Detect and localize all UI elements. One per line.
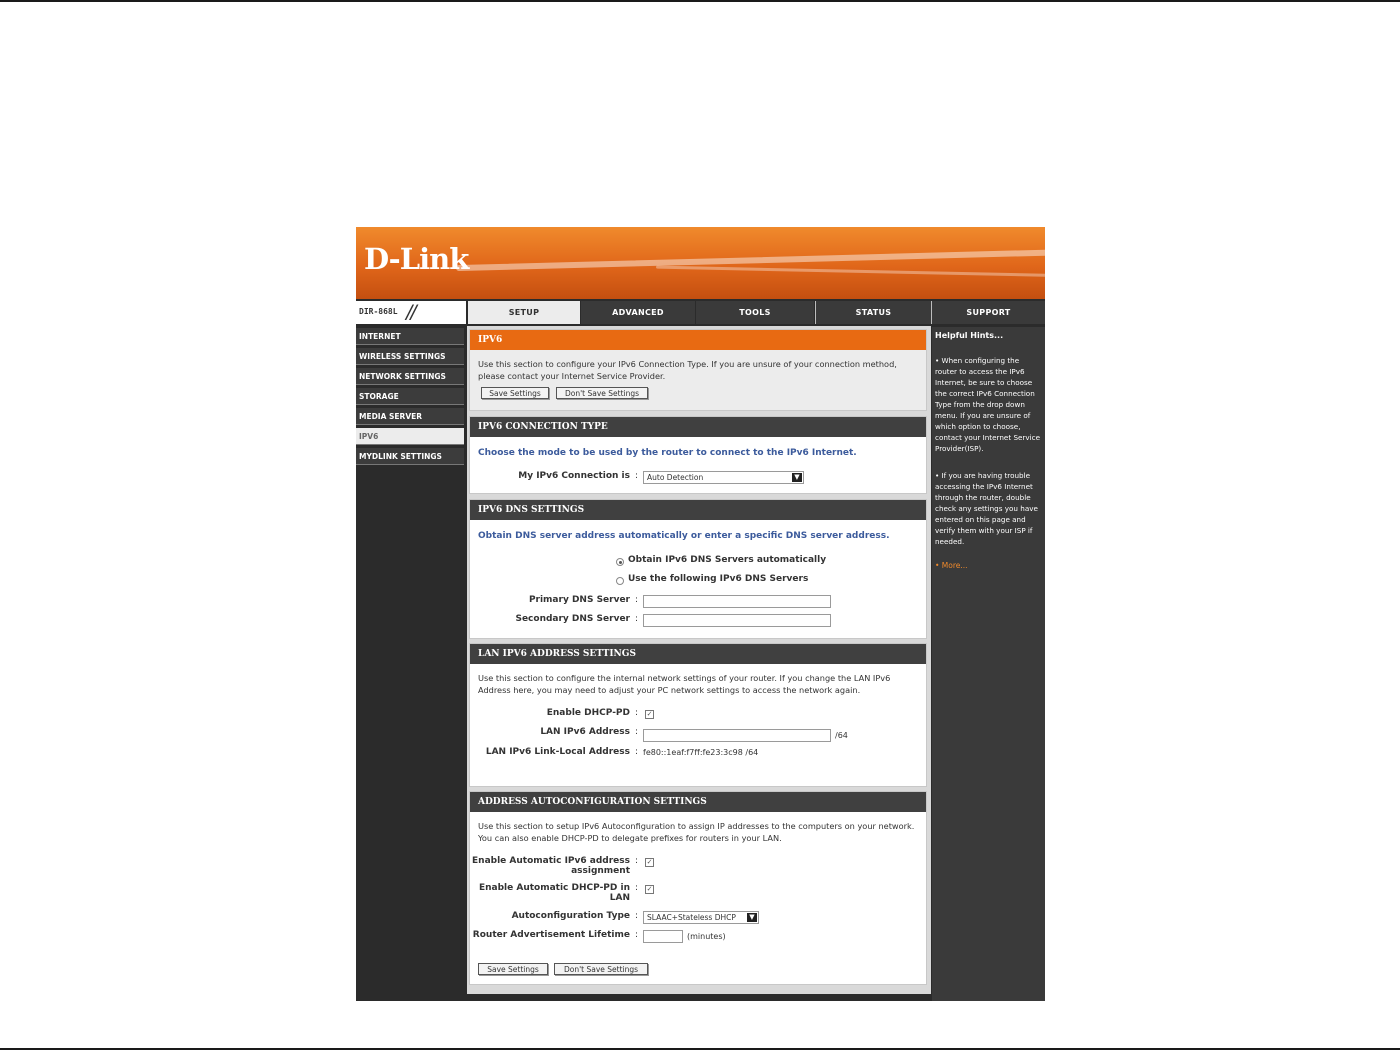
chevron-down-icon[interactable]: ▼ bbox=[792, 473, 802, 482]
connection-label: My IPv6 Connection is bbox=[518, 471, 630, 481]
auto-assign-label-line2: assignment bbox=[571, 866, 630, 876]
model-box bbox=[356, 301, 466, 324]
dns-settings-title: IPV6 DNS SETTINGS bbox=[470, 500, 926, 520]
lan-ipv6-description: Use this section to configure the internal network settings of your router. If you change the LAN IPv6 Address here, you may need to adjust your PC network settings to access the network again. bbox=[478, 673, 891, 695]
dns-auto-radio[interactable] bbox=[616, 558, 624, 566]
tab-tools[interactable]: TOOLS bbox=[696, 301, 814, 324]
ra-lifetime-colon: : bbox=[635, 930, 639, 940]
lan-ipv6-title: LAN IPV6 ADDRESS SETTINGS bbox=[470, 644, 926, 664]
primary-dns-input[interactable] bbox=[643, 595, 831, 608]
autoconfig-type-value: SLAAC+Stateless DHCP bbox=[647, 913, 736, 922]
footer-save-settings-button[interactable]: Save Settings bbox=[478, 963, 548, 975]
lan-address-label: LAN IPv6 Address bbox=[540, 727, 630, 737]
hint-troubleshoot: • If you are having trouble accessing the IPv6 Internet through the router, double check any settings you have entered on this page and verify them with your ISP if needed. bbox=[935, 471, 1038, 546]
auto-pd-checkbox[interactable]: ✓ bbox=[646, 885, 653, 893]
dns-manual-radio[interactable] bbox=[616, 577, 624, 585]
ipv6-description: Use this section to configure your IPv6 Connection Type. If you are unsure of your connection method, please contact your Internet Service Provider. bbox=[478, 359, 897, 381]
sidebar-item-network-settings[interactable]: NETWORK SETTINGS bbox=[356, 368, 464, 385]
dns-settings-section bbox=[469, 499, 927, 639]
secondary-dns-colon: : bbox=[635, 614, 639, 624]
primary-dns-colon: : bbox=[635, 595, 639, 605]
top-rule bbox=[0, 0, 1400, 2]
auto-pd-label-line2: LAN bbox=[609, 893, 630, 903]
sidebar-item-media-server[interactable]: MEDIA SERVER bbox=[356, 408, 464, 425]
save-settings-button[interactable]: Save Settings bbox=[481, 387, 549, 399]
sidebar-item-mydlink-settings[interactable]: MYDLINK SETTINGS bbox=[356, 448, 464, 465]
autoconfig-type-label: Autoconfiguration Type bbox=[511, 911, 630, 921]
model-slashes: // bbox=[406, 301, 415, 323]
link-local-colon: : bbox=[635, 747, 639, 757]
helpful-hints-panel bbox=[932, 327, 1045, 1001]
autoconfig-type-colon: : bbox=[635, 911, 639, 921]
autoconfig-title: ADDRESS AUTOCONFIGURATION SETTINGS bbox=[470, 792, 926, 812]
sidebar-item-ipv6[interactable]: IPV6 bbox=[356, 428, 464, 445]
sidebar-item-storage[interactable]: STORAGE bbox=[356, 388, 464, 405]
header-banner bbox=[356, 227, 1045, 299]
autoconfig-section bbox=[469, 791, 927, 985]
auto-assign-label bbox=[470, 856, 630, 876]
connection-type-value: Auto Detection bbox=[647, 473, 704, 482]
dns-auto-label: Obtain IPv6 DNS Servers automatically bbox=[628, 555, 827, 565]
link-local-label: LAN IPv6 Link-Local Address bbox=[485, 747, 630, 757]
lan-address-input[interactable] bbox=[643, 729, 831, 742]
hint-connection-type: • When configuring the router to access the IPv6 Internet, be sure to choose the correct IPv6 Connection Type from the drop down menu. If you are unsure of which option to choose, contact your Internet Service Provider(ISP). bbox=[935, 356, 1041, 453]
connection-type-title: IPV6 CONNECTION TYPE bbox=[470, 417, 926, 437]
sidebar-item-wireless-settings[interactable]: WIRELESS SETTINGS bbox=[356, 348, 464, 365]
ipv6-title: IPV6 bbox=[470, 330, 926, 350]
tab-status[interactable]: STATUS bbox=[816, 301, 931, 324]
dhcp-pd-checkbox[interactable]: ✓ bbox=[646, 710, 653, 718]
autoconfig-description: Use this section to setup IPv6 Autoconfiguration to assign IP addresses to the computers on your network. You can also enable DHCP-PD to delegate prefixes for routers in your LAN. bbox=[478, 821, 915, 843]
auto-assign-colon: : bbox=[635, 856, 639, 866]
more-link[interactable]: • More... bbox=[935, 561, 968, 570]
auto-pd-label bbox=[470, 883, 630, 903]
autoconfig-type-select[interactable] bbox=[643, 911, 759, 924]
auto-pd-colon: : bbox=[635, 883, 639, 893]
dns-prompt: Obtain DNS server address automatically or enter a specific DNS server address. bbox=[478, 531, 890, 541]
bottom-rule bbox=[0, 1048, 1400, 1050]
lan-address-colon: : bbox=[635, 727, 639, 737]
lan-prefix-suffix: /64 bbox=[835, 731, 848, 740]
dhcp-pd-colon: : bbox=[635, 708, 639, 718]
secondary-dns-input[interactable] bbox=[643, 614, 831, 627]
tab-advanced[interactable]: ADVANCED bbox=[581, 301, 695, 324]
header-swoosh-thin bbox=[656, 266, 1045, 278]
dont-save-settings-button[interactable]: Don't Save Settings bbox=[556, 387, 648, 399]
connection-prompt: Choose the mode to be used by the router to connect to the IPv6 Internet. bbox=[478, 448, 857, 458]
auto-assign-checkbox[interactable]: ✓ bbox=[646, 858, 653, 866]
auto-pd-label-line1: Enable Automatic DHCP-PD in bbox=[478, 883, 630, 893]
connection-type-section bbox=[469, 416, 927, 494]
model-name: DIR-868L bbox=[359, 307, 398, 316]
ra-lifetime-label: Router Advertisement Lifetime bbox=[472, 930, 630, 940]
connection-colon: : bbox=[635, 471, 639, 481]
sidebar-item-internet[interactable]: INTERNET bbox=[356, 328, 464, 345]
dlink-logo: D-Link bbox=[364, 242, 469, 276]
tab-support[interactable]: SUPPORT bbox=[932, 301, 1045, 324]
chevron-down-icon[interactable]: ▼ bbox=[747, 913, 757, 922]
dhcp-pd-label: Enable DHCP-PD bbox=[546, 708, 630, 718]
tab-setup[interactable]: SETUP bbox=[468, 301, 580, 324]
dns-manual-label: Use the following IPv6 DNS Servers bbox=[628, 574, 809, 584]
hints-title: Helpful Hints... bbox=[935, 331, 1004, 340]
router-ui-frame bbox=[356, 227, 1045, 1001]
footer-dont-save-settings-button[interactable]: Don't Save Settings bbox=[554, 963, 648, 975]
ra-lifetime-input[interactable] bbox=[643, 930, 683, 943]
ra-lifetime-unit: (minutes) bbox=[687, 932, 726, 941]
connection-type-select[interactable] bbox=[643, 471, 804, 484]
secondary-dns-label: Secondary DNS Server bbox=[515, 614, 630, 624]
auto-assign-label-line1: Enable Automatic IPv6 address bbox=[472, 856, 630, 866]
link-local-value: fe80::1eaf:f7ff:fe23:3c98 /64 bbox=[643, 748, 759, 757]
ipv6-intro-section bbox=[469, 329, 927, 411]
main-content bbox=[467, 326, 931, 994]
sidebar bbox=[356, 327, 466, 1001]
primary-dns-label: Primary DNS Server bbox=[528, 595, 630, 605]
lan-ipv6-section bbox=[469, 643, 927, 787]
